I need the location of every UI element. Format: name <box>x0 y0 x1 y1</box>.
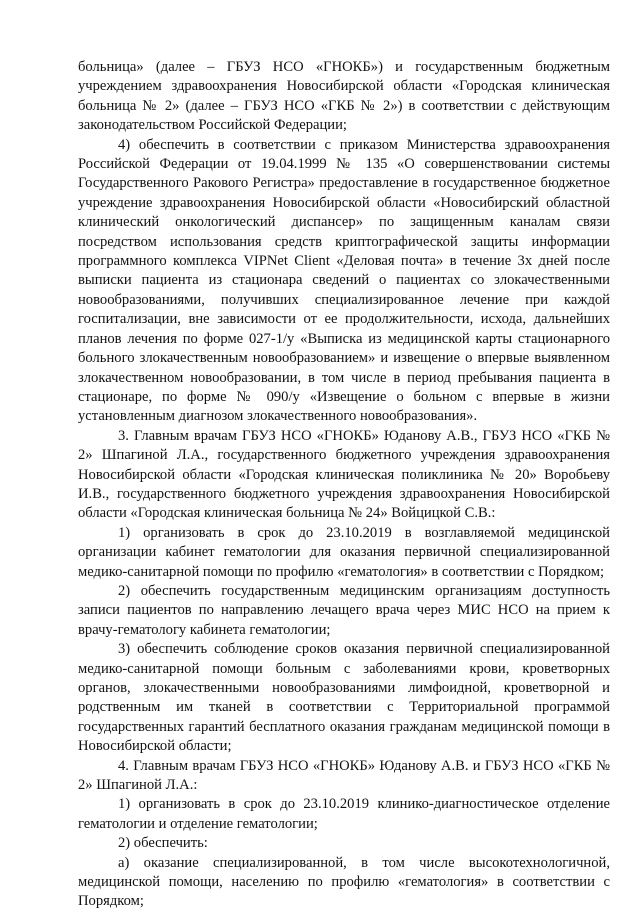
paragraph-continuation: больница» (далее – ГБУЗ НСО «ГНОКБ») и государственным бюджетным учреждением здравоохранения Новосибирской области «Городская клиническая больница № 2» (далее – ГБУЗ НСО «ГКБ № 2») в соответствии с действующим законодательством Российской Федерации; <box>78 59 610 134</box>
paragraph-section-4-item-2: 2) обеспечить: <box>118 835 208 852</box>
paragraph-section-4-item-1: 1) организовать в срок до 23.10.2019 клинико-диагностическое отделение гематологии и отделение гематологии; <box>78 796 610 832</box>
paragraph-section-3: 3. Главным врачам ГБУЗ НСО «ГНОКБ» Юданову А.В., ГБУЗ НСО «ГКБ № 2» Шпагиной Л.А., государственного бюджетного учреждения здравоохранения Новосибирской области «Городская клиническая поликлиника № 20» Воробьеву И.В., государственного бюджетного учреждения здравоохранения Новосибирской области «Городская клиническая больница № 24» Войцицкой С.В.: <box>78 427 610 522</box>
paragraph-section-3-item-3: 3) обеспечить соблюдение сроков оказания первичной специализированной медико-санитарной помощи больным с заболеваниями крови, кроветворных органов, злокачественными новообразованиями лимфоидной, кроветворной и родственным им тканей в соответствии с Территориальной программой государственных гарантий бесплатного оказания гражданам медицинской помощи в Новосибирской области; <box>78 641 610 755</box>
paragraph-item-4-cancer-registry: 4) обеспечить в соответствии с приказом Министерства здравоохранения Российской Федерации от 19.04.1999 № 135 «О совершенствовании системы Государственного Ракового Регистра» предоставление в государственное бюджетное учреждение здравоохранения Новосибирской области «Новосибирский областной клинический онкологический диспансер» по защищенным каналам связи посредством использования средств криптографической защиты информации программного комплекса VIPNet Client «Деловая почта» в течение 3х дней после выписки пациента из стационара сведений о пациентах со злокачественными новообразованиями, получивших специализированное лечение при каждой госпитализации, вне зависимости от ее продолжительности, исхода, дальнейших планов лечения по форме 027-1/у «Выписка из медицинской карты стационарного больного злокачественным новообразованием» и извещение о впервые выявленном злокачественном новообразовании, в том числе в период пребывания пациента в стационаре, по форме № 090/у «Извещение о больном с впервые в жизни установленным диагнозом злокачественного новообразования». <box>78 136 610 425</box>
document-page <box>78 58 610 912</box>
paragraph-section-3-item-2: 2) обеспечить государственным медицинским организациям доступность записи пациентов по направлению лечащего врача через МИС НСО на прием к врачу-гематологу кабинета гематологии; <box>78 582 610 638</box>
paragraph-section-3-item-1: 1) организовать в срок до 23.10.2019 в возглавляемой медицинской организации кабинет гематологии для оказания первичной специализированной медико-санитарной помощи по профилю «гематология» в соответствии с Порядком; <box>78 524 610 580</box>
paragraph-section-4: 4. Главным врачам ГБУЗ НСО «ГНОКБ» Юданову А.В. и ГБУЗ НСО «ГКБ № 2» Шпагиной Л.А.: <box>78 757 610 794</box>
paragraph-section-4-item-2a: а) оказание специализированной, в том числе высокотехнологичной, медицинской помощи, населению по профилю «гематология» в соответствии с Порядком; <box>78 854 610 910</box>
